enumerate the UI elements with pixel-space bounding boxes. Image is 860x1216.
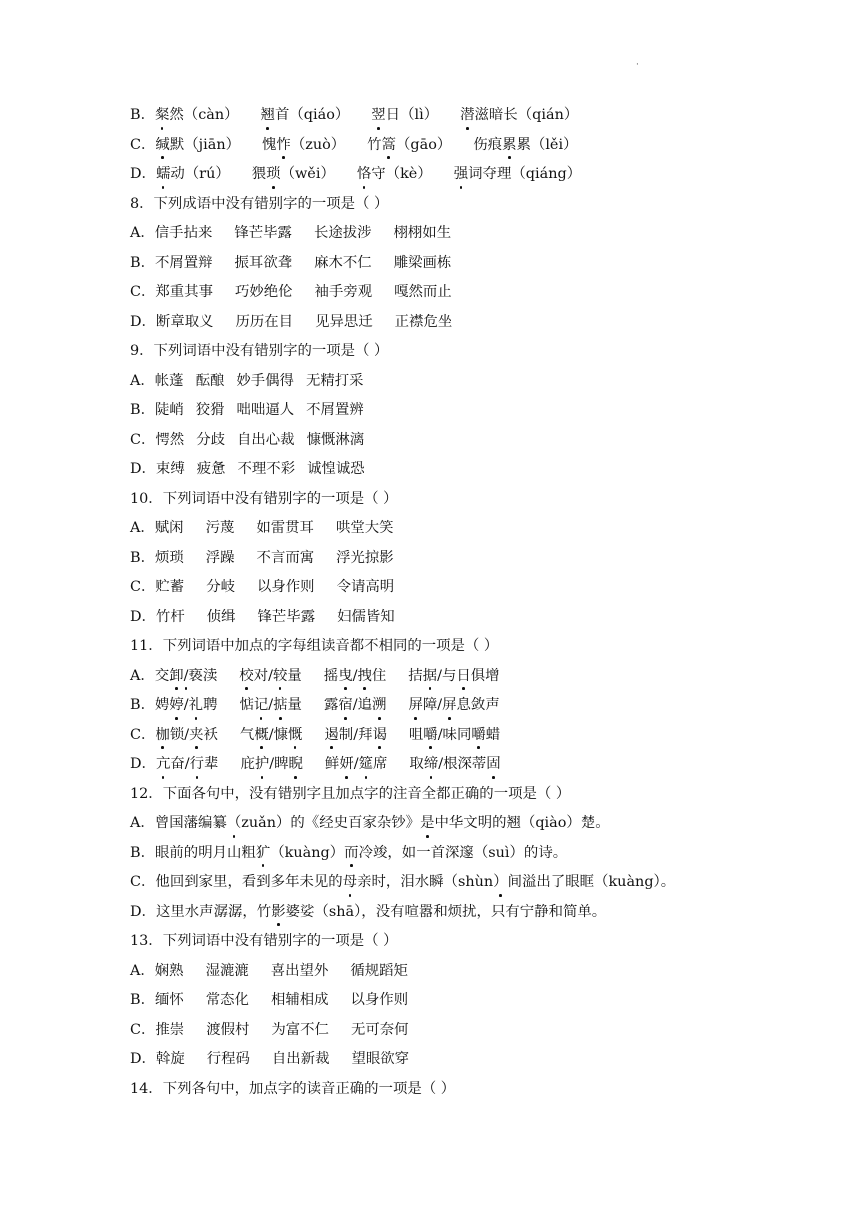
option-cell: A．信手拈来: [130, 225, 213, 241]
text-line: [130, 986, 830, 1016]
option-cell: 喜出望外: [270, 962, 329, 979]
page-mark: ·: [636, 60, 639, 70]
text-line: [130, 721, 830, 751]
option-cell: 无可奈何: [350, 1021, 409, 1038]
option-cell: 拮据/与日俱增: [408, 662, 499, 692]
option-cell: 翌日（lì）: [371, 101, 438, 131]
option-cell: 竹篙（gāo）: [367, 131, 451, 161]
option-cell: 长途拔涉: [313, 225, 372, 241]
text-line: [130, 632, 830, 662]
option-cell: 露宿/追溯: [324, 691, 386, 721]
text-line: [130, 514, 830, 544]
option-cell: 酝酿: [195, 372, 225, 389]
option-cell: 侦缉: [206, 608, 236, 625]
text-line: [130, 573, 830, 603]
text-line-content: B．眼前的明月山粗犷（kuàng）而冷竣，如一首深邃（suì）的诗。: [130, 839, 567, 869]
option-cell: 翘首（qiáo）: [261, 101, 350, 131]
option-cell: 诚惶诚恐: [307, 461, 365, 477]
option-cell: 气概/慷慨: [240, 721, 302, 751]
option-cell: D．斡旋: [130, 1051, 185, 1067]
option-cell: B．陡峭: [130, 402, 184, 418]
option-cell: B．粲然（càn）: [130, 101, 239, 131]
text-line-content: 9．下列词语中没有错别字的一项是（ ）: [130, 343, 389, 359]
option-cell: 咄咄逼人: [236, 402, 295, 418]
option-cell: 令请高明: [336, 579, 395, 595]
option-cell: 袖手旁观: [314, 284, 373, 300]
option-cell: A．帐蓬: [130, 372, 184, 389]
text-line: [130, 249, 830, 279]
option-cell: 麻木不仁: [314, 254, 372, 271]
option-cell: 伤痕累累（lěi）: [473, 131, 577, 161]
text-line: [130, 278, 830, 308]
text-line-content: 10．下列词语中没有错别字的一项是（ ）: [130, 490, 398, 507]
option-cell: 疲惫: [196, 461, 226, 477]
text-line: [130, 426, 830, 456]
option-cell: 遏制/拜谒: [324, 721, 386, 751]
question-content: [130, 101, 830, 1104]
option-cell: A．赋闲: [130, 520, 184, 536]
option-cell: 见异思迁: [315, 313, 373, 330]
option-cell: D．亢奋/行辈: [130, 750, 218, 780]
text-line: [130, 898, 830, 928]
text-line: [130, 367, 830, 397]
option-cell: C．愕然: [130, 431, 185, 448]
text-line: [130, 101, 830, 131]
option-cell: 无精打采: [305, 372, 364, 389]
option-cell: 不屑置辨: [306, 402, 364, 418]
option-cell: 雕梁画栋: [393, 254, 452, 271]
text-line: [130, 219, 830, 249]
text-line-content: 11．下列词语中加点的字每组读音都不相同的一项是（ ）: [130, 638, 499, 654]
option-cell: 狡猾: [195, 402, 225, 418]
option-cell: 猥琐（wěi）: [252, 160, 335, 190]
text-line: [130, 868, 830, 898]
option-cell: B．烦琐: [130, 549, 184, 566]
option-cell: 妇儒皆知: [337, 608, 395, 625]
option-cell: 以身作则: [256, 579, 315, 595]
option-cell: 摇曳/拽住: [324, 662, 386, 692]
option-cell: 屏障/屏息敛声: [408, 691, 499, 721]
option-cell: B．娉婷/礼聘: [130, 691, 217, 721]
text-line: [130, 1016, 830, 1046]
option-cell: 庇护/睥睨: [240, 750, 302, 780]
text-line-content: 12．下面各句中，没有错别字且加点字的注音全都正确的一项是（ ）: [130, 785, 571, 802]
text-line: [130, 337, 830, 367]
option-cell: 常态化: [205, 992, 249, 1008]
option-cell: 强词夺理（qiáng）: [454, 160, 581, 190]
option-cell: 潜滋暗长（qián）: [460, 101, 578, 131]
option-cell: 嘎然而止: [394, 284, 452, 300]
option-cell: 自出心裁: [236, 431, 295, 448]
option-cell: D．断章取义: [130, 313, 214, 330]
option-cell: C．枷锁/夹袄: [130, 721, 218, 751]
option-cell: 取缔/根深蒂固: [409, 750, 500, 780]
option-cell: 行程码: [206, 1051, 250, 1067]
option-cell: C．郑重其事: [130, 284, 213, 300]
option-cell: 历历在目: [235, 313, 294, 330]
option-cell: 不理不彩: [237, 461, 296, 477]
text-line: [130, 396, 830, 426]
text-line-content: A．曾国藩编纂（zuǎn）的《经史百家杂钞》是中华文明的翘（qiào）楚。: [130, 809, 610, 839]
text-line: [130, 927, 830, 957]
option-cell: 不言而寓: [256, 549, 315, 566]
text-line: [130, 544, 830, 574]
text-line: [130, 160, 830, 190]
option-cell: 如雷贯耳: [256, 520, 314, 536]
option-cell: C．缄默（jiān）: [130, 131, 240, 161]
option-cell: 妙手偶得: [236, 372, 294, 389]
option-cell: C．推崇: [130, 1021, 185, 1038]
text-line-content: 13．下列词语中没有错别字的一项是（ ）: [130, 933, 398, 949]
option-cell: A．交卸/亵渎: [130, 662, 217, 692]
option-cell: D．蠕动（rú）: [130, 160, 230, 190]
option-cell: 哄堂大笑: [335, 520, 394, 536]
option-cell: 自出新裁: [271, 1051, 330, 1067]
option-cell: C．贮蓄: [130, 579, 185, 595]
option-cell: 恪守（kè）: [357, 160, 432, 190]
text-line-content: D．这里水声潺潺，竹影婆娑（shā），没有喧嚣和烦扰，只有宁静和简单。: [130, 898, 606, 928]
option-cell: 相辅相成: [270, 992, 329, 1008]
option-cell: 锋芒毕露: [234, 225, 292, 241]
text-line: [130, 190, 830, 220]
option-cell: 校对/较量: [239, 662, 301, 692]
text-line-content: C．他回到家里，看到多年未见的母亲时，泪水瞬（shùn）间溢出了眼眶（kuàng）。: [130, 868, 675, 898]
option-cell: 循规蹈矩: [350, 962, 408, 979]
option-cell: 浮光掠影: [336, 549, 394, 566]
text-line: [130, 691, 830, 721]
option-cell: 为富不仁: [271, 1021, 329, 1038]
text-line-content: 8．下列成语中没有错别字的一项是（ ）: [130, 195, 389, 212]
text-line: [130, 455, 830, 485]
option-cell: 分岐: [206, 579, 235, 595]
option-cell: 渡假村: [206, 1021, 250, 1038]
option-cell: 鲜妍/筵席: [325, 750, 387, 780]
text-line-content: 14．下列各句中，加点字的读音正确的一项是（ ）: [130, 1080, 456, 1097]
option-cell: D．竹杆: [130, 608, 185, 625]
text-line: [130, 485, 830, 515]
text-line: [130, 957, 830, 987]
option-cell: D．束缚: [130, 461, 185, 477]
option-cell: 浮躁: [205, 549, 235, 566]
text-line: [130, 809, 830, 839]
option-cell: 以身作则: [350, 992, 409, 1008]
text-line: [130, 131, 830, 161]
text-line: [130, 750, 830, 780]
option-cell: 分歧: [196, 431, 225, 448]
text-line: [130, 1075, 830, 1105]
option-cell: 锋芒毕露: [257, 608, 316, 625]
option-cell: 正襟危坐: [394, 313, 453, 330]
text-line: [130, 308, 830, 338]
option-cell: 污蔑: [205, 520, 235, 536]
option-cell: 惦记/掂量: [239, 691, 301, 721]
option-cell: B．不屑置辩: [130, 254, 213, 271]
option-cell: 望眼欲穿: [351, 1051, 410, 1067]
option-cell: 湿漉漉: [205, 962, 249, 979]
text-line: [130, 603, 830, 633]
text-line: [130, 839, 830, 869]
option-cell: 愧怍（zuò）: [262, 131, 345, 161]
option-cell: 慷慨淋漓: [306, 431, 365, 448]
option-cell: 咀嚼/味同嚼蜡: [409, 721, 500, 751]
text-line: [130, 1045, 830, 1075]
option-cell: A．娴熟: [130, 962, 184, 979]
text-line: [130, 662, 830, 692]
option-cell: 栩栩如生: [393, 225, 452, 241]
option-cell: B．缅怀: [130, 992, 184, 1008]
option-cell: 巧妙绝伦: [234, 284, 293, 300]
text-line: [130, 780, 830, 810]
option-cell: 振耳欲聋: [234, 254, 293, 271]
